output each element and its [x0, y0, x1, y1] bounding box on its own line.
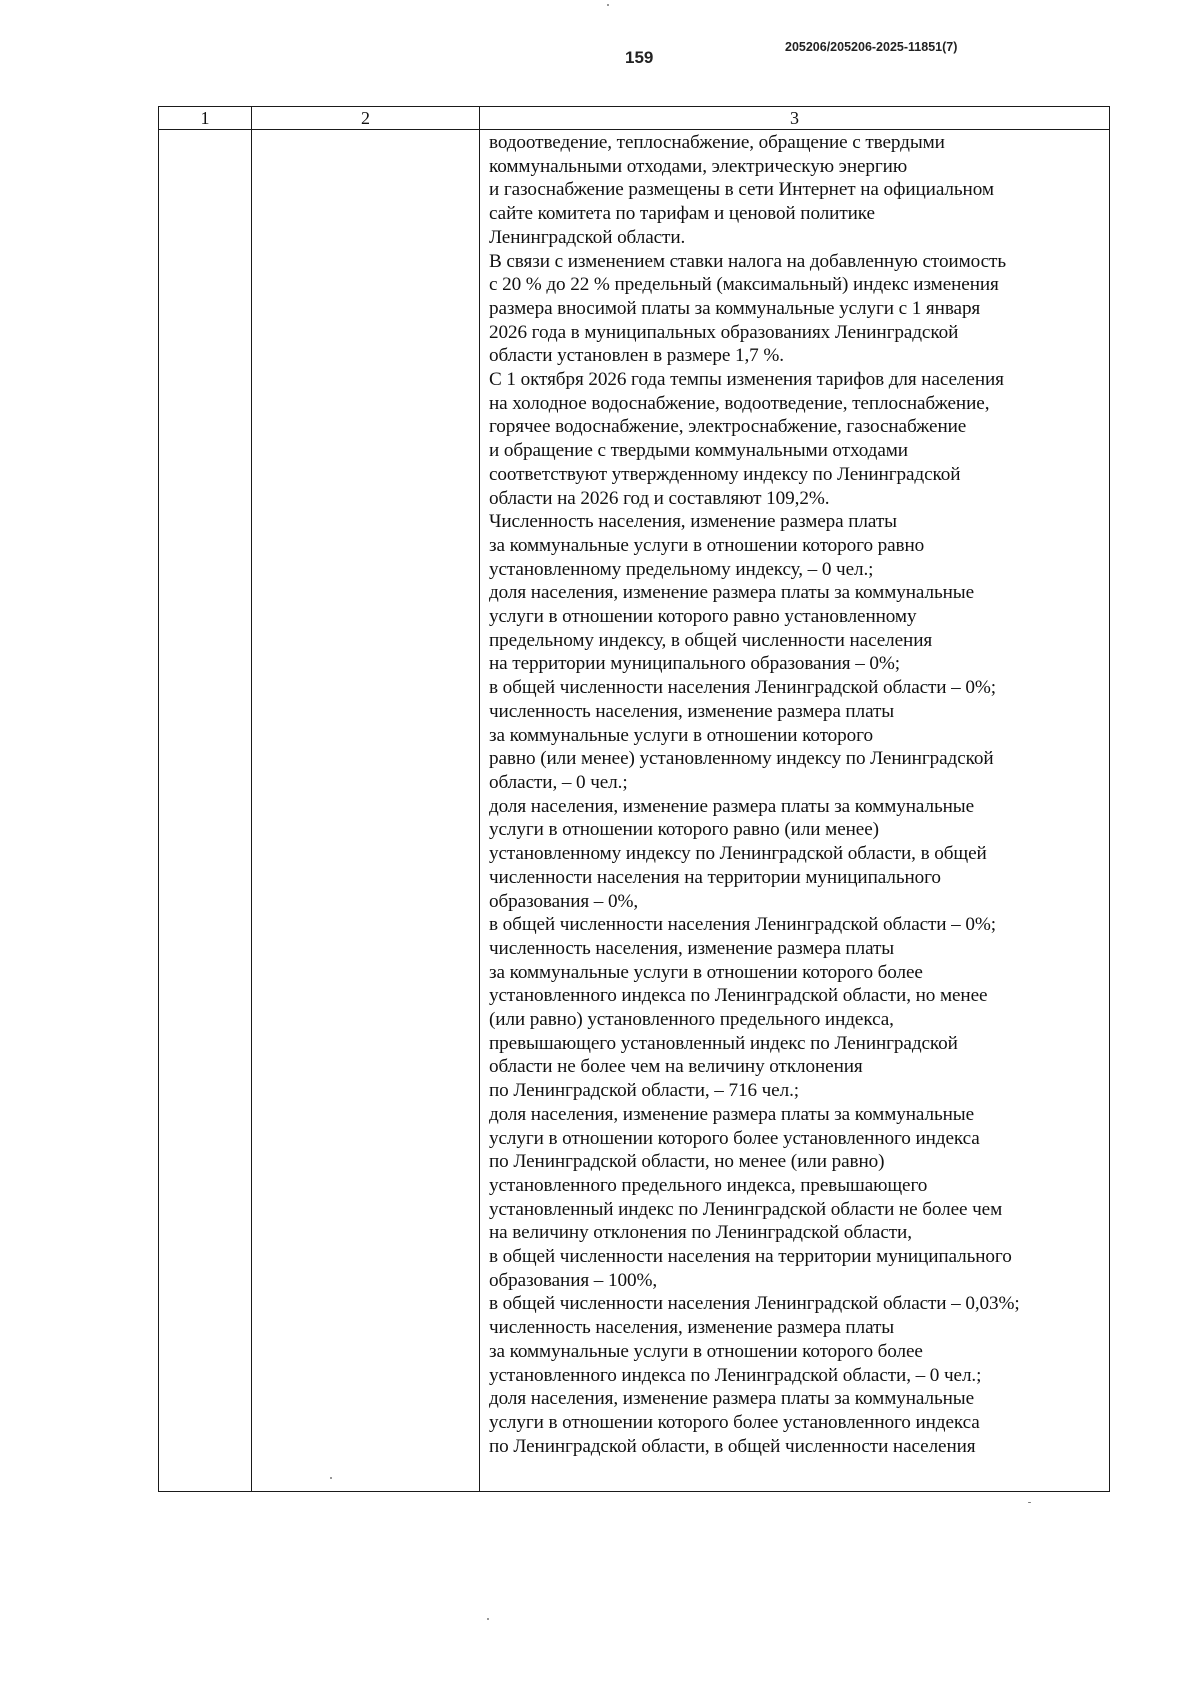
text-line: численность населения, изменение размера платы: [489, 700, 895, 722]
text-line: сайте комитета по тарифам и ценовой политике: [489, 203, 875, 225]
text-line: предельному индексу, в общей численности населения: [489, 629, 933, 651]
text-line: превышающего установленный индекс по Ленинградской: [489, 1032, 958, 1054]
text-line: доля населения, изменение размера платы за коммунальные: [489, 582, 974, 604]
column-header-1: 1: [159, 107, 252, 130]
page-number: 159: [625, 48, 654, 67]
text-line: коммунальными отходами, электрическую энергию: [489, 155, 908, 177]
text-line: области не более чем на величину отклонения: [489, 1056, 863, 1078]
text-line: на холодное водоснабжение, водоотведение, теплоснабжение,: [489, 392, 990, 414]
text-line: Численность населения, изменение размера платы: [489, 511, 897, 533]
text-line: 2026 года в муниципальных образованиях Ленинградской: [489, 321, 959, 343]
text-line: по Ленинградской области, в общей численности населения: [489, 1435, 976, 1457]
column-header-2: 2: [252, 107, 480, 130]
text-line: доля населения, изменение размера платы за коммунальные: [489, 795, 974, 817]
text-line: области на 2026 год и составляют 109,2%.: [489, 487, 830, 509]
text-line: численности населения на территории муниципального: [489, 866, 941, 888]
text-line: с 20 % до 22 % предельный (максимальный) индекс изменения: [489, 274, 999, 296]
text-line: на территории муниципального образования – 0%;: [489, 653, 901, 675]
text-line: по Ленинградской области, – 716 чел.;: [489, 1080, 799, 1102]
text-line: водоотведение, теплоснабжение, обращение с твердыми: [489, 132, 945, 153]
text-line: и газоснабжение размещены в сети Интернет на официальном: [489, 179, 994, 201]
table-body-row: [159, 130, 1110, 1492]
scan-speck: [607, 4, 609, 6]
text-line: установленного предельного индекса, превышающего: [489, 1174, 928, 1196]
text-line: установленному индексу по Ленинградской области, в общей: [489, 843, 987, 865]
text-line: доля населения, изменение размера платы за коммунальные: [489, 1388, 974, 1410]
text-line: установленного индекса по Ленинградской области, – 0 чел.;: [489, 1364, 982, 1386]
text-line: услуги в отношении которого равно (или менее): [489, 819, 879, 841]
text-line: соответствуют утвержденному индексу по Ленинградской: [489, 463, 961, 485]
document-table: [158, 106, 1110, 1492]
text-line: области установлен в размере 1,7 %.: [489, 345, 784, 367]
text-line: образования – 100%,: [489, 1269, 658, 1291]
text-line: численность населения, изменение размера платы: [489, 1317, 895, 1339]
text-line: горячее водоснабжение, электроснабжение, газоснабжение: [489, 416, 967, 438]
text-line: на величину отклонения по Ленинградской области,: [489, 1222, 912, 1244]
text-line: за коммунальные услуги в отношении которого: [489, 724, 873, 746]
column-3-text: [480, 130, 1109, 1458]
scan-speck: [487, 1618, 489, 1620]
table-header-row: [159, 107, 1110, 130]
text-line: за коммунальные услуги в отношении которого более: [489, 961, 923, 983]
text-line: за коммунальные услуги в отношении которого более: [489, 1340, 923, 1362]
text-line: в общей численности населения Ленинградской области – 0%;: [489, 677, 996, 699]
text-line: услуги в отношении которого более установленного индекса: [489, 1127, 980, 1149]
text-line: Ленинградской области.: [489, 226, 686, 248]
text-line: доля населения, изменение размера платы за коммунальные: [489, 1103, 974, 1125]
text-line: области, – 0 чел.;: [489, 771, 628, 793]
text-line: (или равно) установленного предельного индекса,: [489, 1009, 894, 1031]
text-line: С 1 октября 2026 года темпы изменения тарифов для населения: [489, 369, 1004, 391]
text-line: установленному предельному индексу, – 0 чел.;: [489, 558, 874, 580]
text-line: в общей численности населения Ленинградской области – 0%;: [489, 914, 996, 936]
text-line: В связи с изменением ставки налога на добавленную стоимость: [489, 250, 1006, 272]
column-1-cell: [159, 130, 252, 1492]
text-line: в общей численности населения на территории муниципального: [489, 1246, 1012, 1268]
text-line: услуги в отношении которого равно установленному: [489, 606, 917, 628]
text-line: и обращение с твердыми коммунальными отходами: [489, 440, 908, 462]
text-line: услуги в отношении которого более установленного индекса: [489, 1411, 980, 1433]
text-line: по Ленинградской области, но менее (или равно): [489, 1151, 885, 1173]
text-line: в общей численности населения Ленинградской области – 0,03%;: [489, 1293, 1020, 1315]
text-line: за коммунальные услуги в отношении которого равно: [489, 534, 925, 556]
text-line: размера вносимой платы за коммунальные услуги с 1 января: [489, 297, 981, 319]
text-line: образования – 0%,: [489, 890, 639, 912]
scan-speck: [1028, 1502, 1031, 1503]
column-3-cell: [480, 130, 1110, 1492]
column-2-cell: [252, 130, 480, 1492]
text-line: численность населения, изменение размера платы: [489, 937, 895, 959]
scan-speck: [330, 1477, 332, 1479]
text-line: равно (или менее) установленному индексу по Ленинградской: [489, 748, 994, 770]
document-id: 205206/205206-2025-11851(7): [785, 40, 958, 54]
text-line: установленного индекса по Ленинградской области, но менее: [489, 985, 988, 1007]
text-line: установленный индекс по Ленинградской области не более чем: [489, 1198, 1003, 1220]
column-header-3: 3: [480, 107, 1110, 130]
